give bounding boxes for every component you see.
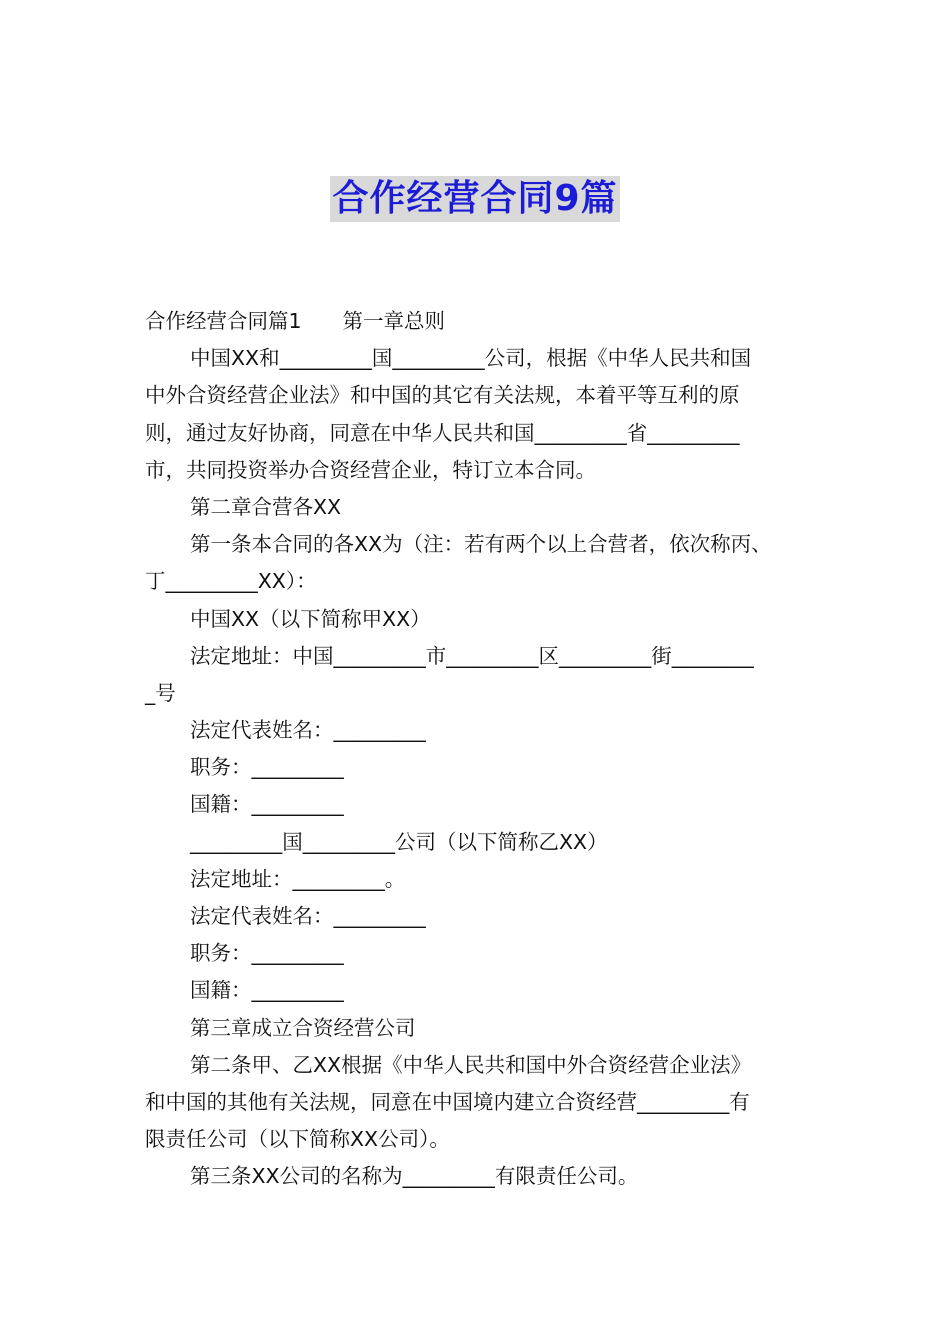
form-field-line: 职务：_________ bbox=[190, 755, 344, 780]
paragraph-line: 和中国的其他有关法规，同意在中国境内建立合资经营_________有 bbox=[145, 1089, 750, 1114]
paragraph-line: 限责任公司（以下简称XX公司）。 bbox=[145, 1127, 450, 1152]
title-container bbox=[0, 176, 950, 222]
form-field-line: 法定地址：_________。 bbox=[190, 866, 406, 891]
form-field-line: 职务：_________ bbox=[190, 941, 344, 966]
paragraph-line: 第二条甲、乙XX根据《中华人民共和国中外合资经营企业法》 bbox=[190, 1052, 752, 1077]
form-field-line: 国籍：_________ bbox=[190, 792, 344, 817]
paragraph-line: 则，通过友好协商，同意在中华人民共和国_________省_________ bbox=[145, 420, 740, 445]
form-field-line: 国籍：_________ bbox=[190, 978, 344, 1003]
paragraph-line: _号 bbox=[145, 680, 176, 705]
paragraph-line: _________国_________公司（以下简称乙XX） bbox=[190, 829, 608, 854]
paragraph-line: 市，共同投资举办合资经营企业，特订立本合同。 bbox=[145, 457, 596, 482]
paragraph-line: 中国XX和_________国_________公司，根据《中华人民共和国 bbox=[190, 346, 752, 371]
document-title: 合作经营合同9篇 bbox=[330, 176, 619, 222]
paragraph-line: 第三条XX公司的名称为_________有限责任公司。 bbox=[190, 1164, 639, 1189]
form-field-line: 法定代表姓名：_________ bbox=[190, 904, 426, 928]
section-heading: 合作经营合同篇1 第一章总则 bbox=[145, 309, 446, 333]
chapter-heading: 第二章合营各XX bbox=[190, 494, 342, 519]
form-field-line: 法定代表姓名：_________ bbox=[190, 718, 426, 743]
paragraph-line: 丁_________XX）： bbox=[145, 569, 317, 594]
paragraph-line: 中外合资经营企业法》和中国的其它有关法规，本着平等互利的原 bbox=[145, 383, 740, 408]
paragraph-line: 法定地址：中国_________市_________区_________街________ bbox=[190, 643, 754, 668]
chapter-heading: 第三章成立合资经营公司 bbox=[190, 1015, 416, 1040]
paragraph-line: 第一条本合同的各XX为（注：若有两个以上合营者，依次称丙、 bbox=[190, 532, 772, 557]
paragraph-line: 中国XX（以下简称甲XX） bbox=[190, 606, 431, 631]
document-body bbox=[145, 303, 825, 1196]
